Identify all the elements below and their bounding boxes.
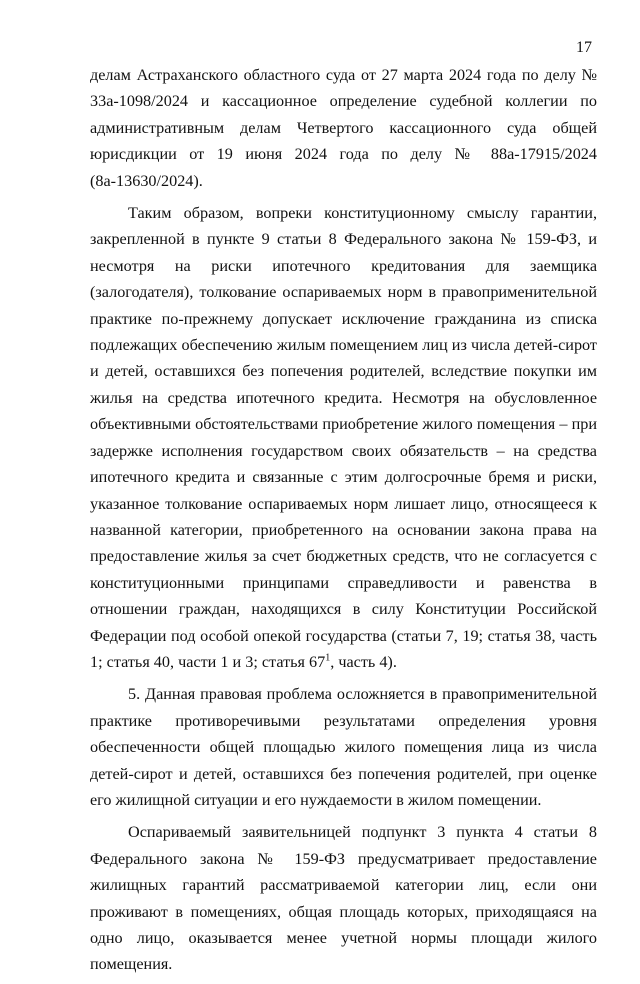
paragraph-continuation: делам Астраханского областного суда от 27 марта 2024 года по делу № 33а-1098/2024 и кассационное определение судебной коллегии по административным делам Четвертого кассационного суда общей юрисдикции от 19 июня 2024 года по делу № 88а-17915/2024 (8а-13630/2024). (90, 66, 597, 190)
paragraph-item-5: 5. Данная правовая проблема осложняется в правоприменительной практике противоречивыми результатами определения уровня обеспеченности общей площадью жилого помещения лица из числа детей-сирот и детей, оставшихся без попечения родителей, при оценке его жилищной ситуации и его нуждаемости в жилом помещении. (90, 685, 597, 809)
paragraph-conclusion-text: Таким образом, вопреки конституционному смыслу гарантии, закрепленной в пункте 9 статьи 8 Федерального закона № 159-ФЗ, и несмотря на риски ипотечного кредитования для заемщика (залогодателя), толкование оспариваемых норм в правоприменительной практике по-прежнему допускает исключение гражданина из списка подлежащих обеспечению жилым помещением лиц из числа детей-сирот и детей, оставшихся без попечения родителей, вследствие покупки им жилья на средства ипотечного кредита. Несмотря на обусловленное объективными обстоятельствами приобретение жилого помещения – при задержке исполнения государством своих обязательств – на средства ипотечного кредита и связанные с этим долгосрочные бремя и риски, указанное толкование оспариваемых норм лишает лицо, относящееся к названной категории, приобретенного на основании закона права на предоставление жилья за счет бюджетных средств, что не согласуется с конституционными принципами справедливости и равенства в отношении граждан, находящихся в силу Конституции Российской Федерации под особой опекой государства (статьи 7, 19; статья 38, часть 1; статья 40, части 1 и 3; статья 67 (90, 204, 597, 671)
page-number: 17 (576, 39, 592, 56)
paragraph-conclusion (90, 200, 597, 675)
superscript-article-index: 1 (325, 652, 331, 664)
document-body (90, 62, 597, 984)
paragraph-conclusion-tail: , часть 4). (330, 652, 397, 671)
paragraph-contested-provision: Оспариваемый заявительницей подпункт 3 пункта 4 статьи 8 Федерального закона № 159-ФЗ предусматривает предоставление жилищных гарантий рассматриваемой категории лиц, если они проживают в помещениях, общая площадь которых, приходящаяся на одно лицо, оказывается менее учетной нормы площади жилого помещения. (90, 823, 597, 974)
